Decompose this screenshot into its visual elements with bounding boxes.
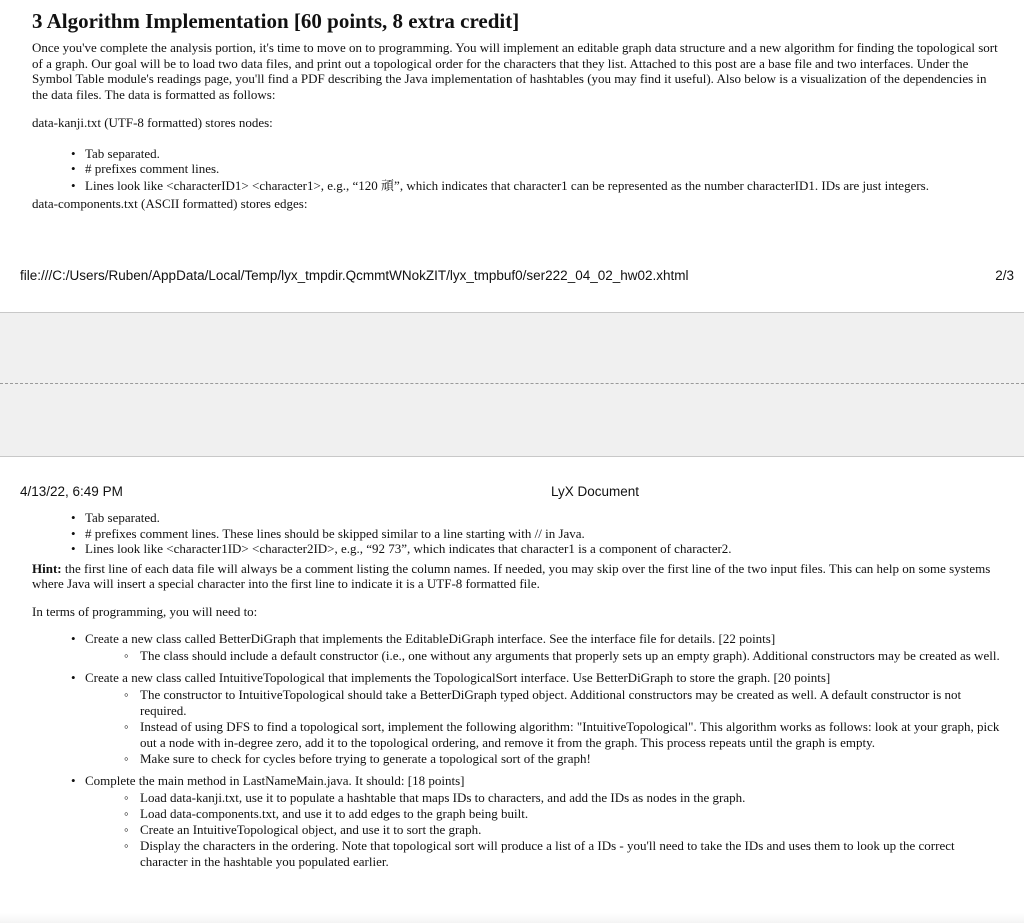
hint-paragraph [32,561,1002,592]
page-footer [20,268,1014,288]
task-subitems [85,687,1002,767]
task-item [85,631,1002,664]
edge-format-list [32,510,1002,557]
page-break-gap [0,312,1024,457]
footer-url: file:///C:/Users/Ruben/AppData/Local/Temp/lyx_tmpdir.QcmmtWNokZIT/lyx_tmpbuf0/ser222_04_02_hw02.xhtml [20,268,689,283]
section-heading: 3 Algorithm Implementation [60 points, 8 extra credit] [32,9,520,33]
list-item: • Tab separated. [85,146,1002,162]
list-item: • Lines look like <character1ID> <character2ID>, e.g., “92 73”, which indicates that character1 is a component of character2. [85,541,1002,557]
list-item: • Lines look like <characterID1> <character1>, e.g., “120 頑”, which indicates that character1 can be represented as the number characterID1. IDs are just integers. [85,177,1002,194]
subitem: ◦ Instead of using DFS to find a topological sort, implement the following algorithm: "IntuitiveTopological". This algorithm works as follows: look at your graph, pick out a node with in-degree zero, add it to the topological ordering, and remove it from the graph. This process repeats until the graph is empty. [140,719,1002,751]
subitem: ◦ The constructor to IntuitiveTopological should take a BetterDiGraph typed object. Additional constructors may be created as well. A default constructor is not required. [140,687,1002,719]
task-text: Create a new class called IntuitiveTopological that implements the TopologicalSort interface. Use BetterDiGraph to store the graph. [20 points] [85,670,831,685]
task-list [32,631,1002,870]
kanji-file-label: data-kanji.txt (UTF-8 formatted) stores nodes: [32,115,273,130]
document-page-2 [0,0,1024,312]
task-subitems [85,648,1002,664]
page-header [20,484,1014,502]
subitem: ◦ Display the characters in the ordering. Note that topological sort will produce a list of a IDs - you'll need to take the IDs and uses them to look up the correct character in the hashtable you populated earlier. [140,838,1002,870]
hint-label: Hint: [32,560,62,576]
list-item: • Tab separated. [85,510,1002,526]
hint-text: the first line of each data file will always be a comment listing the column names. If needed, you may skip over the first line of the two input files. This can help on some systems where Java will insert a special character into the first line to indicate it is a UTF-8 formatted file. [32,560,991,591]
subitem: ◦ The class should include a default constructor (i.e., one without any arguments that properly sets up an empty graph). Additional constructors may be created as well. [140,648,1002,664]
footer-page-number: 2/3 [995,268,1014,283]
task-text: Create a new class called BetterDiGraph that implements the EditableDiGraph interface. See the interface file for details. [22 points] [85,631,776,646]
header-date: 4/13/22, 6:49 PM [20,484,123,499]
components-file-label: data-components.txt (ASCII formatted) stores edges: [32,195,308,211]
list-item: • # prefixes comment lines. These lines should be skipped similar to a line starting with // in Java. [85,526,1002,542]
bottom-edge [0,913,1024,923]
page2-content [32,510,1002,870]
intro-paragraph: Once you've complete the analysis portion, it's time to move on to programming. You will implement an editable graph data structure and a new algorithm for finding the topological sort of a graph. Our goal will be to load two data files, and print out a topological order for the characters that they list. Attached to this post are a base file and two interfaces. Under the Symbol Table module's readings page, you'll find a PDF describing the Java implementation of hashtables (you may find it useful). Also below is a visualization of the dependencies in the data files. The data is formatted as follows: [32,40,998,102]
programming-intro: In terms of programming, you will need to: [32,603,258,619]
subitem: ◦ Load data-components.txt, and use it to add edges to the graph being built. [140,806,1002,822]
task-subitems [85,790,1002,870]
subitem: ◦ Load data-kanji.txt, use it to populate a hashtable that maps IDs to characters, and add the IDs as nodes in the graph. [140,790,1002,806]
task-item [85,773,1002,870]
task-text: Complete the main method in LastNameMain.java. It should: [18 points] [85,773,465,788]
subitem: ◦ Make sure to check for cycles before trying to generate a topological sort of the graph! [140,751,1002,767]
page-break-line [0,383,1024,384]
kanji-format-list [32,146,1002,194]
header-title: LyX Document [551,484,640,499]
page1-content [32,40,1002,211]
task-item [85,670,1002,767]
list-item: • # prefixes comment lines. [85,161,1002,177]
subitem: ◦ Create an IntuitiveTopological object, and use it to sort the graph. [140,822,1002,838]
